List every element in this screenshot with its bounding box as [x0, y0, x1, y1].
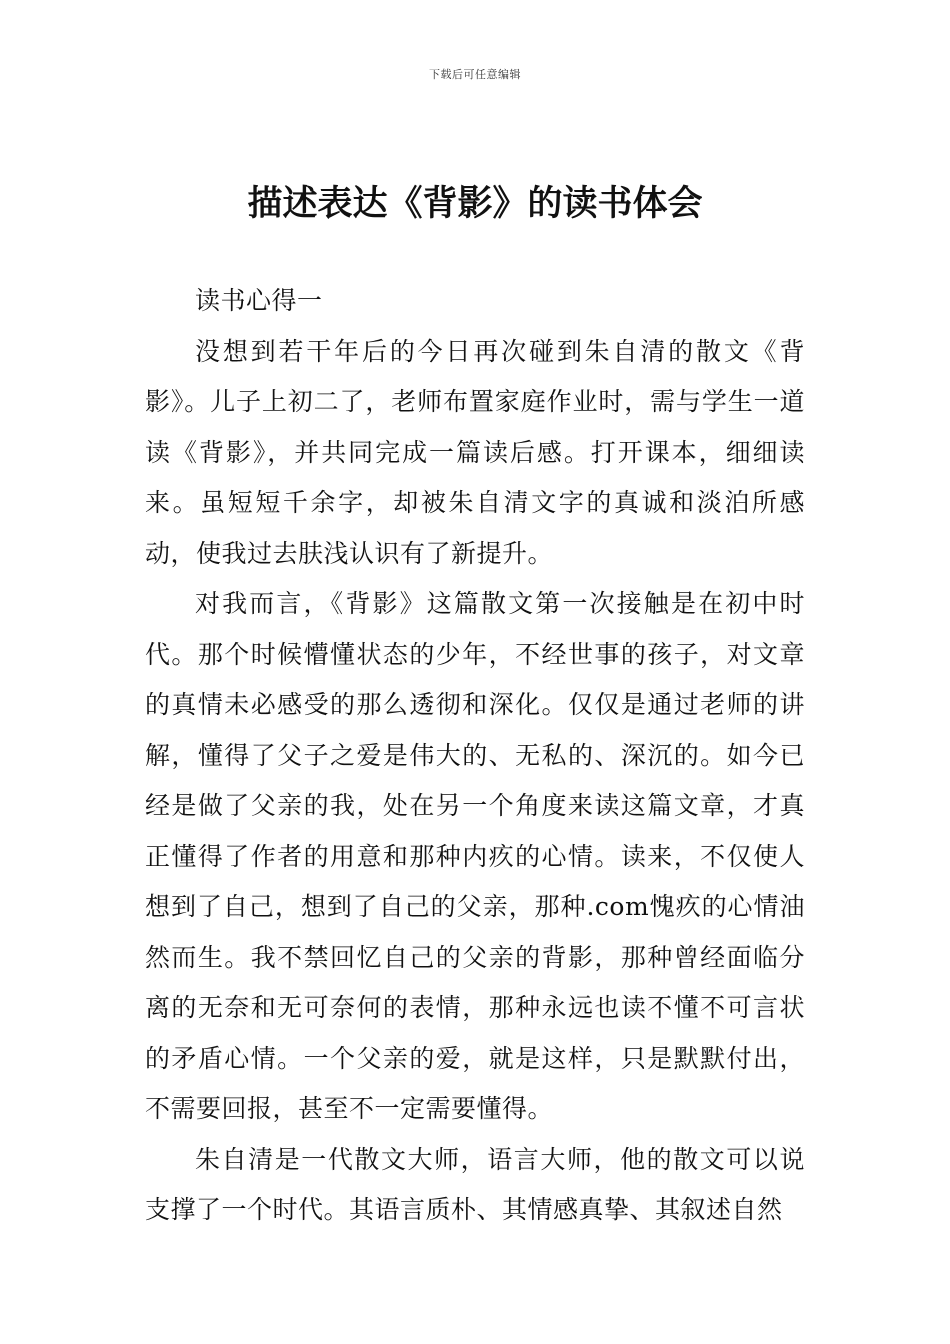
paragraph: 对我而言，《背影》这篇散文第一次接触是在初中时代。那个时候懵懂状态的少年，不经世事的孩子，对文章的真情未必感受的那么透彻和深化。仅仅是通过老师的讲解，懂得了父子之爱是伟大的、无私的、深沉的。如今已经是做了父亲的我，处在另一个角度来读这篇文章，才真正懂得了作者的用意和那种内疚的心情。读来，不仅使人想到了自己，想到了自己的父亲，那种.com愧疚的心情油然而生。我不禁回忆自己的父亲的背影，那种曾经面临分离的无奈和无可奈何的表情，那种永远也读不懂不可言状的矛盾心情。一个父亲的爱，就是这样，只是默默付出，不需要回报，甚至不一定需要懂得。	[145, 589, 805, 1123]
page-header-note: 下载后可任意编辑	[429, 68, 521, 81]
document-title: 描述表达《背影》的读书体会	[247, 184, 703, 224]
section-heading: 读书心得一	[195, 286, 323, 315]
paragraph: 朱自清是一代散文大师，语言大师，他的散文可以说支撑了一个时代。其语言质朴、其情感真挚、其叙述自然	[145, 1144, 805, 1224]
paragraph: 没想到若干年后的今日再次碰到朱自清的散文《背影》。儿子上初二了，老师布置家庭作业时，需与学生一道读《背影》，并共同完成一篇读后感。打开课本，细细读来。虽短短千余字，却被朱自清文字的真诚和淡泊所感动，使我过去肤浅认识有了新提升。	[145, 336, 805, 568]
document-body	[145, 276, 805, 1236]
